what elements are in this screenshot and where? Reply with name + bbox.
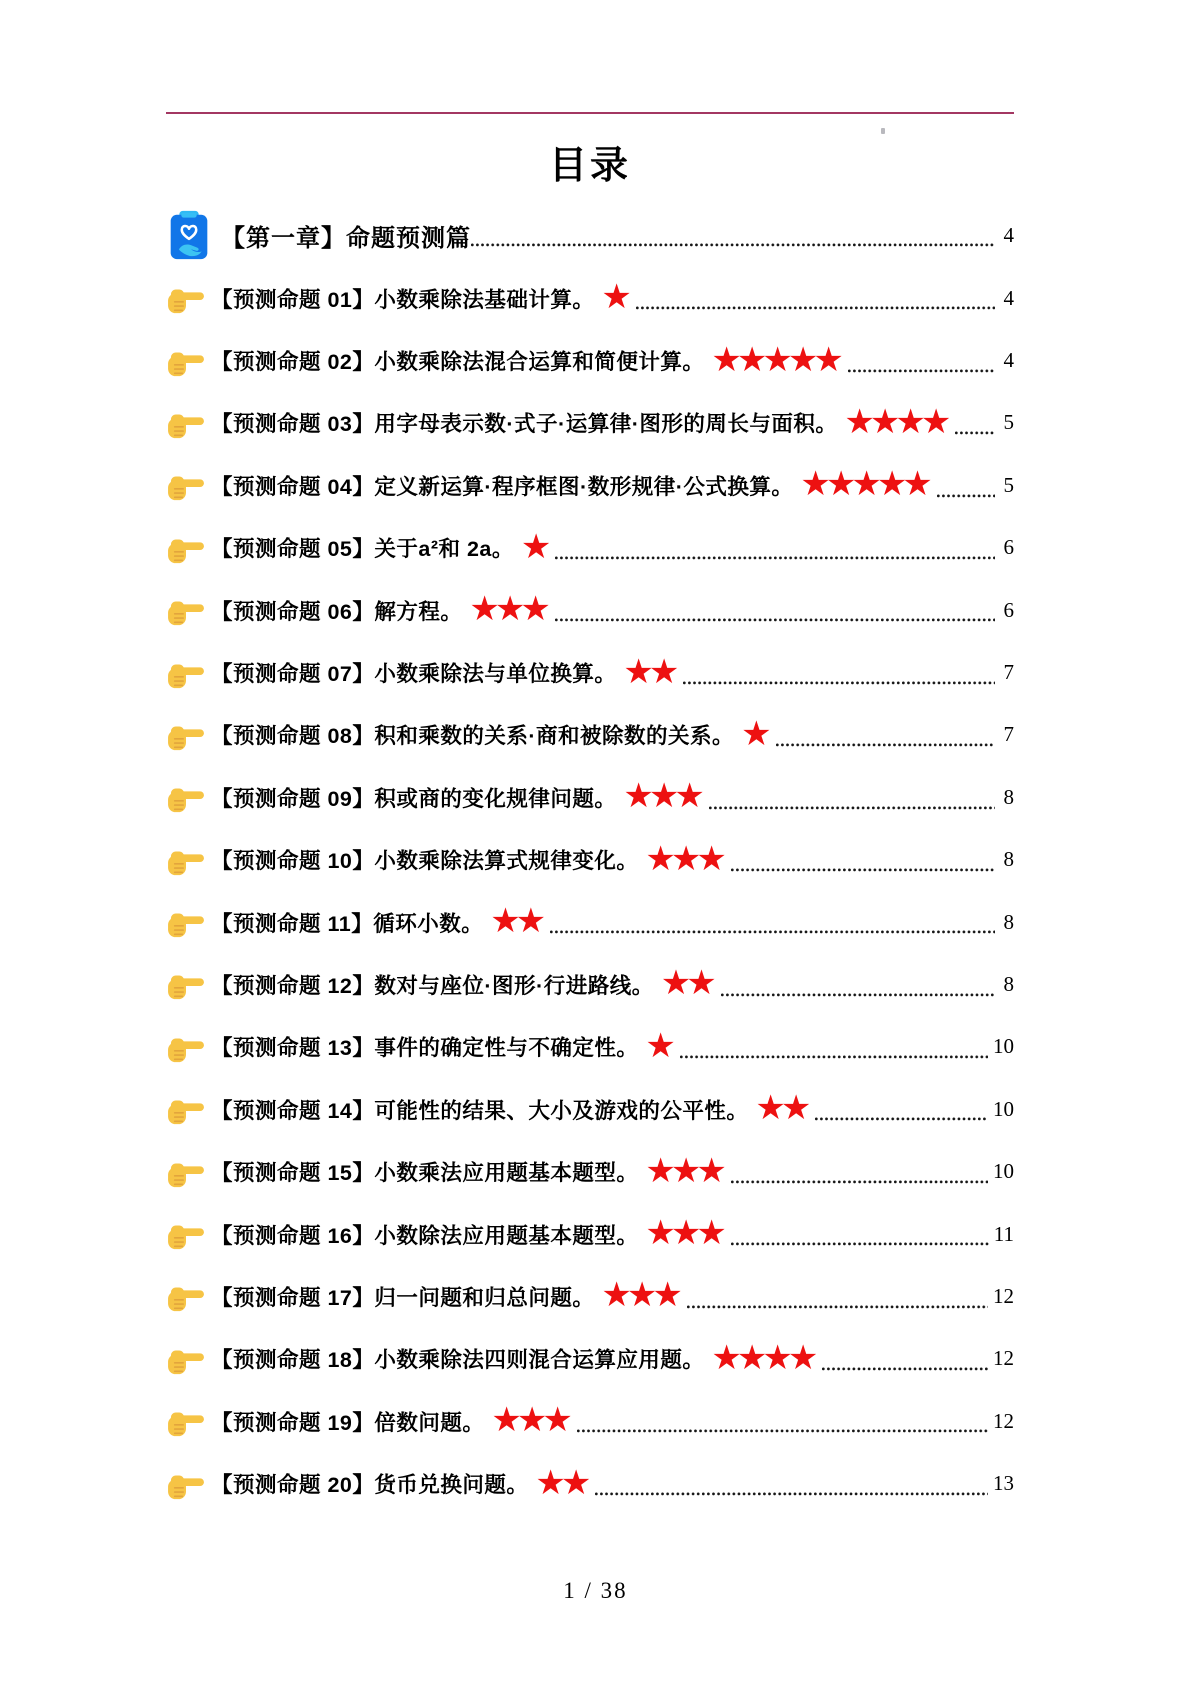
toc-entry-label: 【预测命题 18】小数乘除法四则混合运算应用题。 xyxy=(211,1348,705,1373)
difficulty-stars: ★★★ xyxy=(491,1400,568,1441)
dotted-leader xyxy=(721,993,995,997)
toc-entry-row[interactable] xyxy=(166,704,1014,766)
difficulty-stars: ★★ xyxy=(660,963,712,1004)
dotted-leader xyxy=(955,431,995,435)
dotted-leader xyxy=(731,1180,988,1184)
toc-chapter-row[interactable] xyxy=(166,204,1014,267)
toc-entry-row[interactable] xyxy=(166,1390,1014,1452)
dotted-leader xyxy=(471,243,995,247)
toc-entry-row[interactable] xyxy=(166,953,1014,1015)
dotted-leader xyxy=(709,806,995,810)
toc-entry-label: 【预测命题 07】小数乘除法与单位换算。 xyxy=(211,662,617,687)
toc-entry-label: 【预测命题 08】积和乘数的关系·商和被除数的关系。 xyxy=(211,724,735,749)
toc-entry-label: 【预测命题 03】用字母表示数·式子·运算律·图形的周长与面积。 xyxy=(211,412,838,437)
toc-entry-page: 10 xyxy=(993,1096,1014,1121)
pointing-finger-icon xyxy=(166,1218,206,1252)
toc-entry-label: 【预测命题 04】定义新运算·程序框图·数形规律·公式换算。 xyxy=(211,474,794,499)
stray-mark xyxy=(881,128,885,134)
toc-entry-row[interactable] xyxy=(166,454,1014,516)
dotted-leader xyxy=(731,1242,989,1246)
difficulty-stars: ★★ xyxy=(535,1462,587,1503)
toc-entry-row[interactable] xyxy=(166,579,1014,641)
pointing-finger-icon xyxy=(166,345,206,379)
dotted-leader xyxy=(550,930,995,934)
toc-entry-page: 6 xyxy=(1003,597,1014,622)
page-number-footer: 1 / 38 xyxy=(563,1578,628,1603)
pointing-finger-icon xyxy=(166,469,206,503)
pointing-finger-icon xyxy=(166,1280,206,1314)
toc-entry-page: 10 xyxy=(993,1034,1014,1059)
toc-entry-row[interactable] xyxy=(166,1265,1014,1327)
toc-entry-row[interactable] xyxy=(166,891,1014,953)
dotted-leader xyxy=(815,1117,988,1121)
toc-entry-label: 【预测命题 14】可能性的结果、大小及游戏的公平性。 xyxy=(211,1098,749,1123)
difficulty-stars: ★★ xyxy=(490,901,542,942)
toc-entry-row[interactable] xyxy=(166,392,1014,454)
pointing-finger-icon xyxy=(166,719,206,753)
dotted-leader xyxy=(683,681,995,685)
difficulty-stars: ★ xyxy=(520,526,547,567)
toc-entry-row[interactable] xyxy=(166,1140,1014,1202)
toc-entry-label: 【预测命题 10】小数乘除法算式规律变化。 xyxy=(211,849,639,874)
toc-entry-page: 6 xyxy=(1003,535,1014,560)
difficulty-stars: ★★★ xyxy=(645,1150,722,1191)
toc-entry-row[interactable] xyxy=(166,1016,1014,1078)
toc-chapter-label: 【第一章】命题预测篇 xyxy=(221,225,471,252)
toc-entry-label: 【预测命题 02】小数乘除法混合运算和简便计算。 xyxy=(211,350,705,375)
pointing-finger-icon xyxy=(166,906,206,940)
dotted-leader xyxy=(595,1492,988,1496)
toc-entry-row[interactable] xyxy=(166,829,1014,891)
difficulty-stars: ★★★ xyxy=(623,776,700,817)
pointing-finger-icon xyxy=(166,968,206,1002)
toc-entry-label: 【预测命题 20】货币兑换问题。 xyxy=(211,1473,529,1498)
toc-entry-page: 8 xyxy=(1003,909,1014,934)
toc-entry-label: 【预测命题 01】小数乘除法基础计算。 xyxy=(211,287,595,312)
difficulty-stars: ★ xyxy=(601,277,627,318)
toc-entry-page: 8 xyxy=(1003,971,1014,996)
dotted-leader xyxy=(822,1367,988,1371)
pointing-finger-icon xyxy=(166,781,206,815)
difficulty-stars: ★★★★★ xyxy=(800,464,928,505)
toc-entry-row[interactable] xyxy=(166,766,1014,828)
toc-entry-row[interactable] xyxy=(166,329,1014,391)
pointing-finger-icon xyxy=(166,1468,206,1502)
difficulty-stars: ★ xyxy=(645,1025,671,1066)
dotted-leader xyxy=(848,369,995,373)
page-title: 目录 xyxy=(548,145,631,187)
dotted-leader xyxy=(731,868,995,872)
pointing-finger-icon xyxy=(166,1093,206,1127)
toc-entry-row[interactable] xyxy=(166,1452,1014,1514)
dotted-leader xyxy=(776,743,995,747)
toc-entry-row[interactable] xyxy=(166,641,1014,703)
toc-entry-page: 7 xyxy=(1003,722,1014,747)
toc-entry-page: 11 xyxy=(993,1221,1014,1246)
difficulty-stars: ★★★★ xyxy=(844,401,947,442)
toc-entry-page: 5 xyxy=(1003,472,1014,497)
toc-entry-page: 13 xyxy=(993,1471,1014,1496)
toc-entry-page: 8 xyxy=(1003,784,1014,809)
toc-entry-row[interactable] xyxy=(166,1078,1014,1140)
dotted-leader xyxy=(555,556,995,560)
toc-entry-page: 4 xyxy=(1003,348,1014,373)
pointing-finger-icon xyxy=(166,1031,206,1065)
pointing-finger-icon xyxy=(166,282,206,316)
toc-entry-label: 【预测命题 13】事件的确定性与不确定性。 xyxy=(211,1036,639,1061)
toc-entry-page: 8 xyxy=(1003,847,1014,872)
toc-entry-page: 12 xyxy=(993,1346,1014,1371)
pointing-finger-icon xyxy=(166,594,206,628)
toc-entry-label: 【预测命题 17】归一问题和归总问题。 xyxy=(211,1285,595,1310)
difficulty-stars: ★★ xyxy=(755,1088,807,1129)
pointing-finger-icon xyxy=(166,1405,206,1439)
toc-entry-page: 5 xyxy=(1003,410,1014,435)
difficulty-stars: ★★ xyxy=(623,651,675,692)
dotted-leader xyxy=(680,1055,988,1059)
pointing-finger-icon xyxy=(166,1343,206,1377)
toc-entry-label: 【预测命题 05】关于a²和 2a。 xyxy=(211,537,514,562)
care-clipboard-icon xyxy=(166,209,212,263)
toc-entry-page: 12 xyxy=(993,1283,1014,1308)
toc-entry-row[interactable] xyxy=(166,267,1014,329)
pointing-finger-icon xyxy=(166,657,206,691)
toc-entry-row[interactable] xyxy=(166,517,1014,579)
dotted-leader xyxy=(555,618,995,622)
toc-entry-label: 【预测命题 09】积或商的变化规律问题。 xyxy=(211,786,617,811)
toc-entry-row[interactable] xyxy=(166,1203,1014,1265)
toc-entry-label: 【预测命题 15】小数乘法应用题基本题型。 xyxy=(211,1161,639,1186)
toc-entry-label: 【预测命题 19】倍数问题。 xyxy=(211,1410,485,1435)
dotted-leader xyxy=(577,1429,988,1433)
toc-entry-page: 12 xyxy=(993,1408,1014,1433)
pointing-finger-icon xyxy=(166,407,206,441)
difficulty-stars: ★★★ xyxy=(601,1275,678,1316)
difficulty-stars: ★★★★★ xyxy=(711,339,839,380)
toc-entry-page: 10 xyxy=(993,1159,1014,1184)
toc-entry-label: 【预测命题 06】解方程。 xyxy=(211,599,463,624)
difficulty-stars: ★★★ xyxy=(645,838,722,879)
difficulty-stars: ★★★★ xyxy=(711,1337,814,1378)
toc-entry-label: 【预测命题 11】循环小数。 xyxy=(211,911,484,936)
pointing-finger-icon xyxy=(166,844,206,878)
difficulty-stars: ★ xyxy=(741,713,767,754)
difficulty-stars: ★★★ xyxy=(645,1213,722,1254)
dotted-leader xyxy=(937,494,995,498)
pointing-finger-icon xyxy=(166,1156,206,1190)
toc-entry-label: 【预测命题 16】小数除法应用题基本题型。 xyxy=(211,1223,639,1248)
toc-entry-row[interactable] xyxy=(166,1328,1014,1390)
toc-entry-page: 7 xyxy=(1003,660,1014,685)
dotted-leader xyxy=(687,1305,988,1309)
toc-entry-label: 【预测命题 12】数对与座位·图形·行进路线。 xyxy=(211,973,654,998)
table-of-contents xyxy=(166,204,1014,1515)
toc-chapter-page: 4 xyxy=(1003,223,1014,247)
header-rule xyxy=(166,112,1014,114)
pointing-finger-icon xyxy=(166,532,206,566)
difficulty-stars: ★★★ xyxy=(469,589,546,630)
toc-entry-page: 4 xyxy=(1003,285,1014,310)
dotted-leader xyxy=(636,306,995,310)
